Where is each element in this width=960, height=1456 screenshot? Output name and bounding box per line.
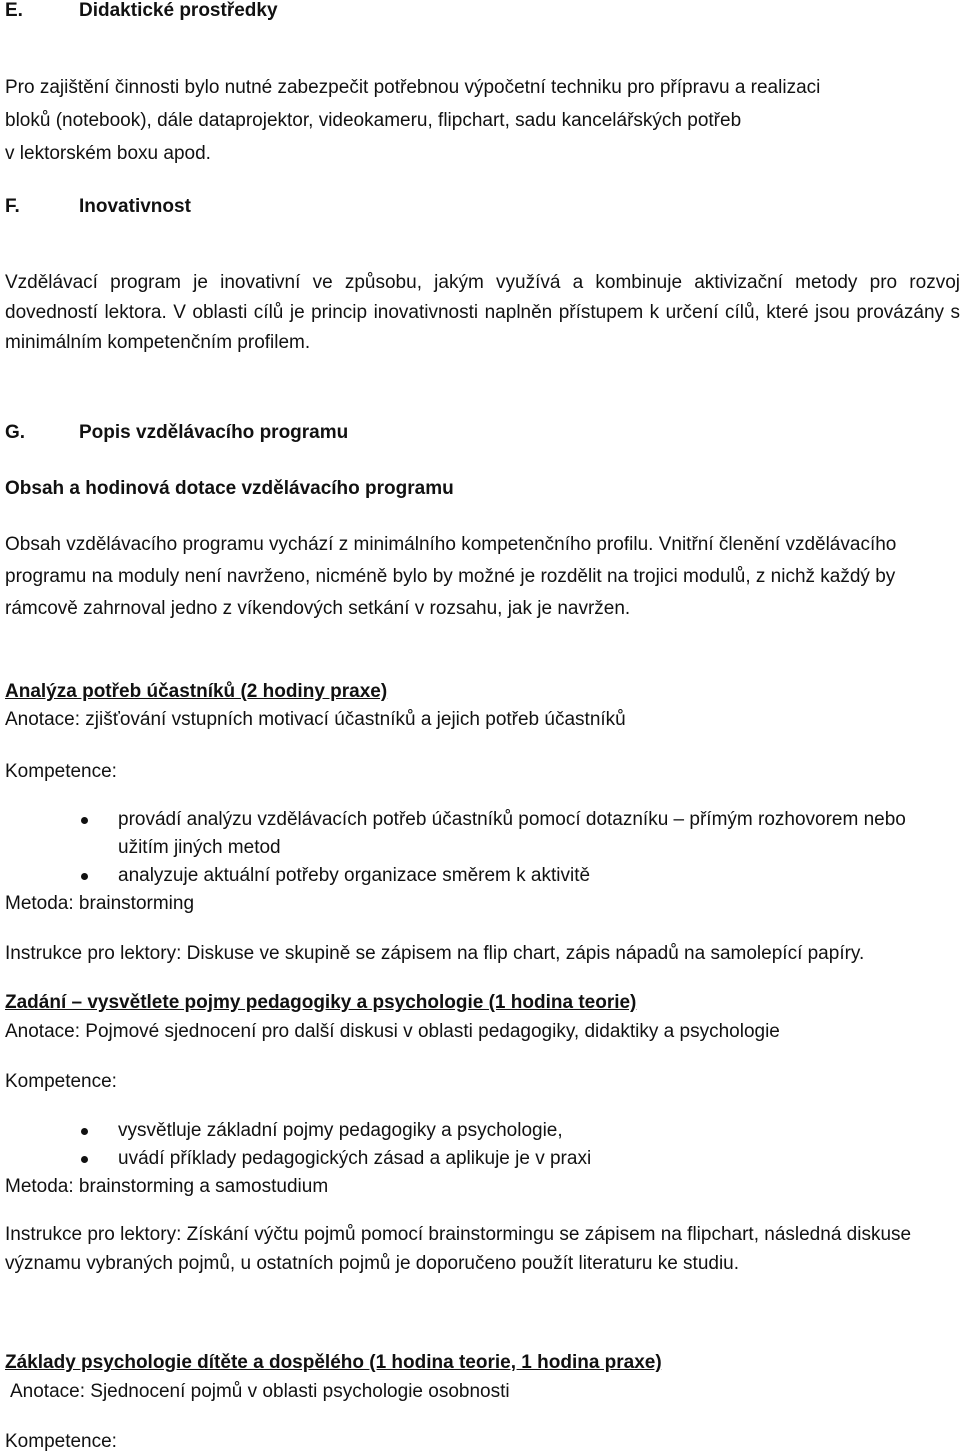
bullet-icon [81,873,88,880]
section-e-title: Didaktické prostředky [79,0,278,21]
section-e-paragraph [5,71,960,170]
section-g-subtitle: Obsah a hodinová dotace vzdělávacího programu [5,478,454,499]
section-g-heading [5,416,348,449]
module-2-competence-list [5,1117,960,1173]
list-item [5,862,960,890]
module-3-competence-label: Kompetence: [5,1431,117,1452]
section-f-heading [5,190,191,223]
section-g-letter: G. [5,422,26,443]
module-2-method-label: Metoda [5,1176,69,1197]
bullet-icon [81,1156,88,1163]
module-1-method: Metoda: brainstorming [5,893,195,914]
list-item [5,1145,960,1173]
section-f-paragraph: Vzdělávací program je inovativní ve způsobu, jakým využívá a kombinuje aktivizační metody pro rozvoj dovedností lektora. V oblasti cílů je princip inovativnosti naplněn přístupem k určení cílů, které jsou provázány s minimálním kompetenčním profilem. [5,272,960,353]
module-1-competence-label: Kompetence: [5,761,117,782]
section-e-line-2: bloků (notebook), dále dataprojektor, videokameru, flipchart, sadu kancelářských potřeb [5,110,742,131]
module-2-method-value: : brainstorming a samostudium [68,1176,329,1197]
section-e-heading [5,0,278,27]
module-1-competence-2: analyzuje aktuální potřeby organizace směrem k aktivitě [118,865,591,886]
module-2-annotation: Anotace: Pojmové sjednocení pro další diskusi v oblasti pedagogiky, didaktiky a psychologie [5,1021,780,1042]
module-1-competence-list [5,806,960,890]
section-g-title: Popis vzdělávacího programu [79,422,349,443]
module-2-competence-2: uvádí příklady pedagogických zásad a aplikuje je v praxi [118,1148,592,1169]
module-2-competence-label: Kompetence: [5,1071,117,1092]
list-item [5,806,960,862]
bullet-icon [81,817,88,824]
module-1-instructions: Instrukce pro lektory: Diskuse ve skupině se zápisem na flip chart, zápis nápadů na samolepící papíry. [5,943,865,964]
section-e-letter: E. [5,0,23,21]
section-g-paragraph: Obsah vzdělávacího programu vychází z minimálního kompetenčního profilu. Vnitřní členění vzdělávacího programu na moduly není navrženo, nicméně bylo by možné je rozdělit na trojici modulů, z nichž každý by rámcově zahrnoval jedno z víkendových setkání v rozsahu, jak je navržen. [5,534,897,619]
list-item [5,1117,960,1145]
section-e-line-3: v lektorském boxu apod. [5,143,211,164]
bullet-icon [81,1128,88,1135]
module-2-instructions: Instrukce pro lektory: Získání výčtu pojmů pomocí brainstormingu se zápisem na flipchart, následná diskuse významu vybraných pojmů, u ostatních pojmů je doporučeno použít literaturu ke studiu. [5,1224,912,1274]
section-f-title: Inovativnost [79,196,191,217]
module-1-annotation: Anotace: zjišťování vstupních motivací účastníků a jejich potřeb účastníků [5,709,626,730]
section-e-line-1: Pro zajištění činnosti bylo nutné zabezpečit potřebnou výpočetní techniku pro přípravu a realizaci [5,77,821,98]
module-2-competence-1: vysvětluje základní pojmy pedagogiky a psychologie, [118,1120,563,1141]
section-f-letter: F. [5,196,20,217]
module-3-title: Základy psychologie dítěte a dospělého (1 hodina teorie, 1 hodina praxe) [5,1352,662,1373]
module-1-title: Analýza potřeb účastníků (2 hodiny praxe) [5,681,388,702]
module-3-annotation: Anotace: Sjednocení pojmů v oblasti psychologie osobnosti [10,1381,510,1402]
module-2-method [5,1173,328,1201]
module-1-competence-1: provádí analýzu vzdělávacích potřeb účastníků pomocí dotazníku – přímým rozhovorem nebo užitím jiných metod [118,809,906,858]
module-2-title: Zadání – vysvětlete pojmy pedagogiky a psychologie (1 hodina teorie) [5,992,637,1013]
